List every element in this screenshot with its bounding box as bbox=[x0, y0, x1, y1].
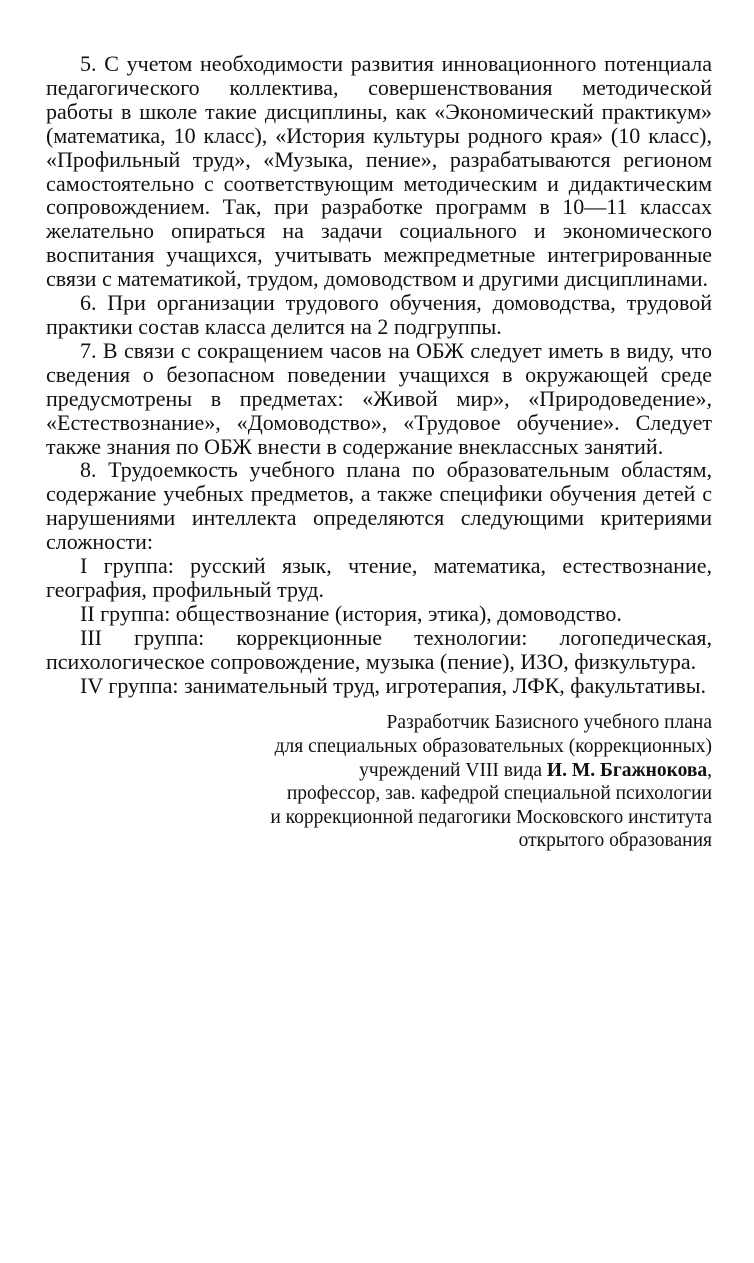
signature-line-4: профессор, зав. кафедрой специальной психологии bbox=[286, 783, 712, 805]
author-name: И. М. Бгажнокова bbox=[546, 759, 708, 781]
group-3: III группа: коррекционные технологии: логопедическая, психологическое сопровождение, музыка (пение), ИЗО, физкультура. bbox=[46, 624, 712, 674]
signature-line-3-prefix: учреждений VIII вида bbox=[359, 759, 547, 781]
group-1: I группа: русский язык, чтение, математика, естествознание, география, профильный труд. bbox=[46, 553, 712, 602]
group-4: IV группа: занимательный труд, игротерапия, ЛФК, факультативы. bbox=[80, 672, 707, 698]
signature-line-5: и коррекционной педагогики Московского института bbox=[270, 806, 712, 828]
signature-line-2: для специальных образовательных (коррекционных) bbox=[274, 736, 712, 758]
signature-line-3 bbox=[46, 759, 712, 783]
signature-line-3-suffix: , bbox=[707, 759, 712, 781]
signature-line-1: Разработчик Базисного учебного плана bbox=[386, 712, 712, 734]
paragraph-8: 8. Трудоемкость учебного плана по образовательным областям, содержание учебных предметов, а также специфики обучения детей с нарушениями интеллекта определяются следующими критериями сложности: bbox=[46, 457, 712, 555]
signature-line-6: открытого образования bbox=[518, 830, 712, 852]
group-2: II группа: обществознание (история, этика), домоводство. bbox=[80, 600, 622, 626]
paragraph-7: 7. В связи с сокращением часов на ОБЖ следует иметь в виду, что сведения о безопасном поведении учащихся в окружающей среде предусмотрены в предметах: «Живой мир», «Природоведение», «Естествознание», «Домоводство», «Трудовое обучение». Следует также знания по ОБЖ внести в содержание внеклассных занятий. bbox=[46, 337, 712, 459]
paragraph-6: 6. При организации трудового обучения, домоводства, трудовой практики состав класса делится на 2 подгруппы. bbox=[46, 290, 712, 339]
paragraph-5: 5. С учетом необходимости развития инновационного потенциала педагогического коллектива, совершенствования методической работы в школе такие дисциплины, как «Экономический практикум» (математика, 10 класс), «История культуры родного края» (10 класс), «Профильный труд», «Музыка, пение», разрабатываются регионом самостоятельно с соответствующим методическим и дидактическим сопровождением. Так, при разработке программ в 10—11 классах желательно опираться на задачи социального и экономического воспитания учащихся, учитывать межпредметные интегрированные связи с математикой, трудом, домоводством и другими дисциплинами. bbox=[46, 51, 712, 292]
signature-block bbox=[46, 711, 712, 853]
document-page bbox=[46, 52, 712, 853]
